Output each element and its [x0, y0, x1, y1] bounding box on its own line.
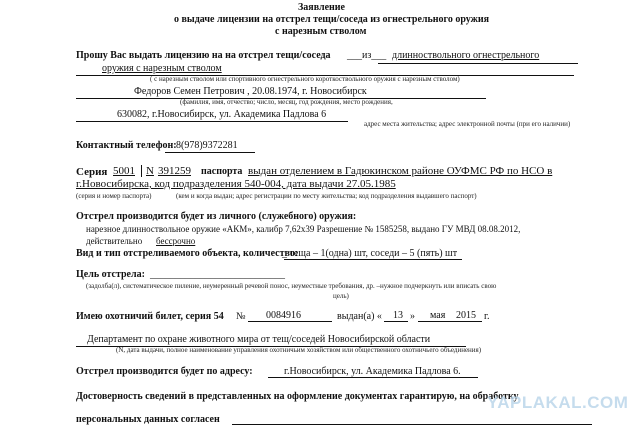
ticket-issued-label: выдан(а) «	[337, 311, 382, 322]
underline	[165, 152, 255, 153]
phone-value: 8(978)9372281	[176, 140, 238, 151]
passport-issued-1: выдан отделением в Гадюкинском районе ОУФМС РФ по НСО в	[248, 165, 553, 177]
underline	[232, 424, 592, 425]
weapon-label: Отстрел производится будет из личного (служебного) оружия:	[76, 211, 357, 222]
underline	[378, 63, 578, 64]
purpose-blank[interactable]: ___________________________	[150, 269, 285, 280]
ticket-no-sign: №	[236, 311, 246, 322]
request-filler: ___из___	[347, 50, 387, 61]
passport-label: паспорта	[201, 166, 243, 177]
passport-number-prefix: N	[146, 165, 154, 177]
underline	[268, 377, 478, 378]
passport-issued-2: г.Новосибирска, код подразделения 540-004, дата выдачи 27.05.1985	[76, 178, 396, 190]
watermark-logo: YAPLAKAL.COM	[487, 393, 629, 412]
request-value-2: оружия с нарезным стволом	[102, 63, 222, 74]
document-title: Заявление	[298, 2, 345, 13]
document-subtitle: о выдаче лицензии на отстрел тещи/соседа из огнестрельного оружия	[174, 14, 490, 25]
ticket-close-quote: »	[410, 311, 415, 322]
passport-series-label: Серия	[76, 166, 108, 178]
weapon-line-1: нарезное длинноствольное оружие «АКМ», калибр 7,62х39 Разрешение № 1585258, выдано ГУ МВД 08.08.2012,	[86, 224, 521, 234]
purpose-hint-2: цель)	[333, 292, 349, 300]
person-name-hint: (фамилия, имя, отчество; число, месяц, год рождения, место рождения,	[180, 98, 393, 106]
purpose-hint-1: (задолба(л), систематическое пиление, неумеренный речевой понос, неуместные требования, др. –нужное подчеркнуть или вписать свою	[86, 282, 497, 290]
ticket-number: 0084916	[266, 310, 301, 321]
ticket-year-suffix: г.	[484, 311, 490, 322]
passport-hint-right: (кем и когда выдан; адрес регистрации по месту жительства; код подразделения выдавшего паспорт)	[176, 192, 477, 200]
person-address: 630082, г.Новосибирск, ул. Академика Падлова 6	[117, 109, 327, 120]
text-cursor	[141, 165, 142, 177]
weapon-line-2-value: бессрочно	[156, 236, 196, 246]
request-hint: ( с нарезным стволом или спортивного огнестрельного короткоствольного оружия с нарезным стволом)	[150, 75, 460, 83]
underline	[384, 321, 408, 322]
weapon-line-2-prefix: действительно	[86, 236, 143, 246]
targets-label: Вид и тип отстреливаемого объекта, количество:	[76, 248, 299, 259]
request-value-1: длинноствольного огнестрельного	[392, 50, 540, 61]
underline	[452, 321, 482, 322]
document-subtitle-2: с нарезным стволом	[275, 26, 367, 37]
location-value: г.Новосибирск, ул. Академика Падлова 6.	[284, 366, 461, 377]
person-name: Федоров Семен Петрович , 20.08.1974, г. Новосибирск	[134, 86, 367, 97]
request-label: Прошу Вас выдать лицензию на на отстрел тещи/соседа	[76, 50, 331, 61]
consent-line-1: Достоверность сведений в представленных на оформление документах гарантирую, на обработку	[76, 391, 519, 402]
underline	[284, 259, 462, 260]
passport-series: 5001	[113, 165, 135, 177]
location-label: Отстрел производится будет по адресу:	[76, 366, 253, 377]
consent-line-2: персональных данных согласен	[76, 414, 220, 425]
targets-value: _ теща – 1(одна) шт, соседи – 5 (пять) шт	[282, 248, 458, 259]
ticket-authority-hint: (N, дата выдачи, полное наименование управления охотничьим хозяйством или общественного охотничьего объединения)	[116, 346, 482, 354]
ticket-label: Имею охотничий билет, серия 54	[76, 311, 224, 322]
ticket-day: 13	[393, 310, 403, 321]
person-address-hint: адрес места жительства; адрес электронной почты (при его наличии)	[364, 120, 571, 128]
underline	[76, 121, 348, 122]
ticket-authority: Департамент по охране животного мира от тещ/соседей Новосибирской области	[87, 334, 431, 345]
phone-label: Контактный телефон:	[76, 140, 177, 151]
underline	[248, 321, 332, 322]
passport-hint-left: (серия и номер паспорта)	[76, 192, 152, 200]
purpose-label: Цель отстрела:	[76, 269, 145, 280]
ticket-year: 2015	[456, 310, 476, 321]
underline	[418, 321, 452, 322]
ticket-month: мая	[430, 310, 446, 321]
passport-number: 391259	[158, 165, 191, 177]
